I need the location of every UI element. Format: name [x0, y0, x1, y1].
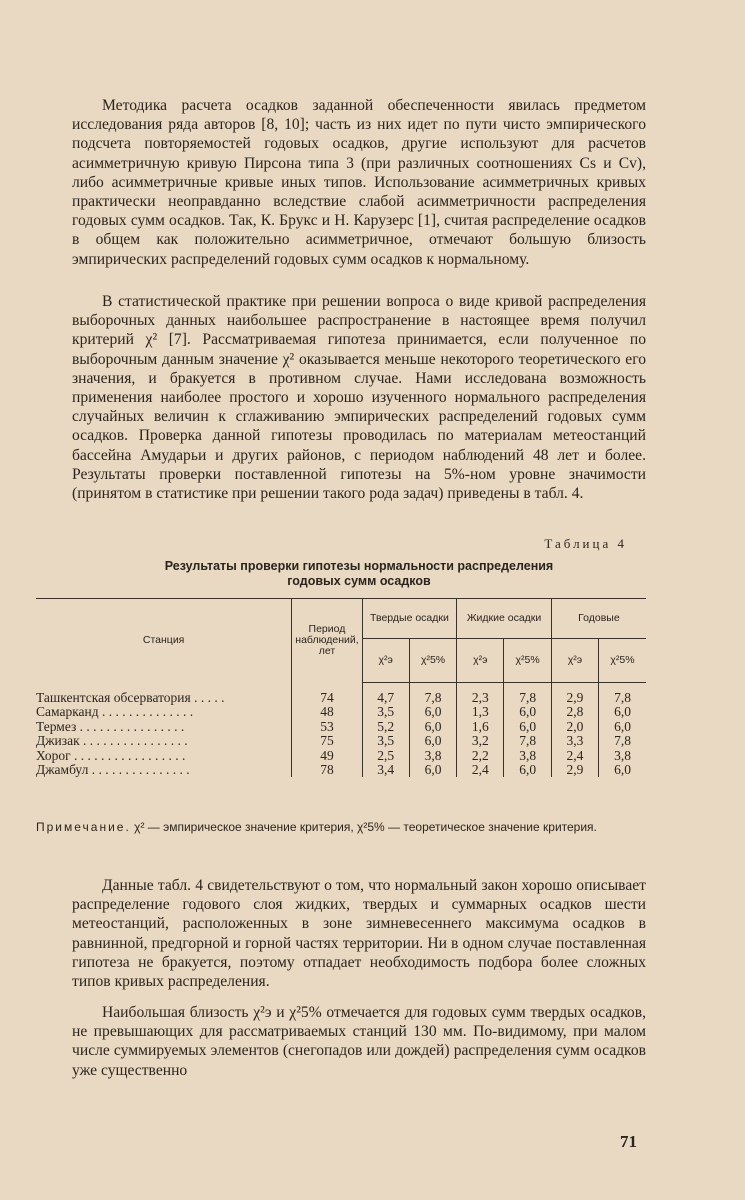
- table-title: [72, 559, 646, 589]
- cell-solid-theor: 3,8: [409, 749, 456, 763]
- cell-annual-theor: 7,8: [599, 683, 646, 706]
- table-row: [36, 683, 646, 706]
- table-row: [36, 734, 646, 748]
- cell-station: Самарканд . . . . . . . . . . . . . .: [36, 704, 194, 720]
- header-liquid-theor: χ²5%: [504, 639, 551, 683]
- cell-station: Ташкентская обсерватория . . . . .: [36, 689, 225, 705]
- header-annual-theor: χ²5%: [599, 639, 646, 683]
- table-title-line-1: Результаты проверки гипотезы нормальности распределения: [164, 559, 554, 573]
- cell-annual-emp: 2,9: [551, 763, 598, 777]
- cell-solid-emp: 4,7: [362, 683, 409, 706]
- cell-annual-theor: 6,0: [599, 763, 646, 777]
- paragraph-closeness: Наибольшая близость χ²э и χ²5% отмечается для годовых сумм твердых осадков, не превышающих для рассматриваемых станций 130 мм. По-видимому, при малом числе суммируемых элементов (снегопадов или дождей) распределения сумм осадков уже существенно: [72, 1004, 646, 1079]
- header-solid: Твердые осадки: [362, 599, 457, 639]
- cell-solid-emp: 3,4: [362, 763, 409, 777]
- cell-solid-emp: 3,5: [362, 705, 409, 719]
- cell-solid-emp: 3,5: [362, 734, 409, 748]
- cell-liquid-theor: 6,0: [504, 763, 551, 777]
- cell-liquid-theor: 6,0: [504, 705, 551, 719]
- cell-liquid-theor: 6,0: [504, 720, 551, 734]
- header-period: Период наблюдений, лет: [292, 599, 362, 683]
- cell-solid-theor: 7,8: [409, 683, 456, 706]
- cell-station: Джамбул . . . . . . . . . . . . . . .: [36, 762, 190, 778]
- cell-liquid-emp: 1,3: [457, 705, 504, 719]
- cell-station: Джизак . . . . . . . . . . . . . . . .: [36, 733, 188, 749]
- cell-annual-theor: 3,8: [599, 749, 646, 763]
- note-text: χ² — эмпирическое значение критерия, χ²5% — теоретическое значение критерия.: [134, 820, 597, 834]
- cell-annual-emp: 2,8: [551, 705, 598, 719]
- cell-solid-emp: 5,2: [362, 720, 409, 734]
- cell-period: 74: [292, 683, 362, 706]
- cell-period: 49: [292, 749, 362, 763]
- cell-solid-theor: 6,0: [409, 763, 456, 777]
- cell-period: 48: [292, 705, 362, 719]
- cell-solid-emp: 2,5: [362, 749, 409, 763]
- cell-liquid-emp: 2,2: [457, 749, 504, 763]
- results-table: [36, 598, 646, 777]
- cell-station: Термез . . . . . . . . . . . . . . . .: [36, 718, 185, 734]
- note-label: Примечание.: [36, 820, 131, 834]
- cell-liquid-theor: 3,8: [504, 749, 551, 763]
- cell-period: 75: [292, 734, 362, 748]
- cell-annual-emp: 2,9: [551, 683, 598, 706]
- header-station: Станция: [36, 599, 292, 683]
- paragraph-methods: Методика расчета осадков заданной обеспеченности явилась предметом исследования ряда авторов [8, 10]; часть из них идет по пути чисто эмпирического подсчета повторяемостей годовых осадков, другие используют для расчетов асимметричную кривую Пирсона типа 3 (при различных соотношениях Cs и Cv), либо асимметричные кривые иных типов. Использование асимметричных кривых практически неоправданно вследствие слабой асимметричности распределения годовых сумм осадков. Так, К. Брукс и Н. Карузерс [1], считая распределение осадков в общем как положительно асимметричное, отмечают большую близость эмпирических распределений годовых сумм осадков к нормальному.: [72, 97, 646, 268]
- cell-liquid-theor: 7,8: [504, 683, 551, 706]
- header-annual: Годовые: [551, 599, 646, 639]
- cell-liquid-emp: 2,3: [457, 683, 504, 706]
- header-liquid: Жидкие осадки: [457, 599, 552, 639]
- table-row: [36, 749, 646, 763]
- cell-annual-emp: 2,0: [551, 720, 598, 734]
- cell-liquid-emp: 1,6: [457, 720, 504, 734]
- cell-period: 53: [292, 720, 362, 734]
- header-solid-emp: χ²э: [362, 639, 409, 683]
- paragraph-conclusion: Данные табл. 4 свидетельствуют о том, что нормальный закон хорошо описывает распределение годового слоя жидких, твердых и суммарных осадков шести метеостанций, расположенных в зоне зимневесеннего максимума осадков в равнинной, предгорной и горной частях территории. Ни в одном случае поставленная гипотеза не бракуется, поэтому отпадает необходимость подбора более сложных типов кривых распределения.: [72, 877, 646, 991]
- cell-liquid-theor: 7,8: [504, 734, 551, 748]
- cell-annual-emp: 2,4: [551, 749, 598, 763]
- page-number: 71: [620, 1132, 637, 1151]
- cell-solid-theor: 6,0: [409, 705, 456, 719]
- cell-station: Хорог . . . . . . . . . . . . . . . . .: [36, 747, 186, 763]
- cell-annual-theor: 7,8: [599, 734, 646, 748]
- table-row: [36, 705, 646, 719]
- cell-annual-emp: 3,3: [551, 734, 598, 748]
- header-liquid-emp: χ²э: [457, 639, 504, 683]
- cell-annual-theor: 6,0: [599, 705, 646, 719]
- cell-annual-theor: 6,0: [599, 720, 646, 734]
- table-title-line-2: годовых сумм осадков: [287, 574, 431, 588]
- cell-period: 78: [292, 763, 362, 777]
- table-row: [36, 720, 646, 734]
- header-annual-emp: χ²э: [551, 639, 598, 683]
- table-label: Таблица 4: [544, 536, 627, 551]
- cell-liquid-emp: 3,2: [457, 734, 504, 748]
- cell-solid-theor: 6,0: [409, 720, 456, 734]
- header-solid-theor: χ²5%: [409, 639, 456, 683]
- paragraph-chi-square: В статистической практике при решении вопроса о виде кривой распределения выборочных данных наибольшее распространение в настоящее время получил критерий χ² [7]. Рассматриваемая гипотеза принимается, если полученное по выборочным данным значение χ² оказывается меньше некоторого теоретического его значения, и бракуется в противном случае. Нами исследована возможность применения наиболее простого и хорошо изученного нормального распределения случайных величин к сглаживанию эмпирических распределений годовых сумм осадков. Проверка данной гипотезы проводилась по материалам метеостанций бассейна Амударьи и других районов, с периодом наблюдений 48 лет и более. Результаты проверки поставленной гипотезы на 5%-ном уровне значимости (принятом в статистике при решении такого рода задач) приведены в табл. 4.: [72, 293, 646, 503]
- table-note: [36, 818, 646, 836]
- cell-liquid-emp: 2,4: [457, 763, 504, 777]
- cell-solid-theor: 6,0: [409, 734, 456, 748]
- table-row: [36, 763, 646, 777]
